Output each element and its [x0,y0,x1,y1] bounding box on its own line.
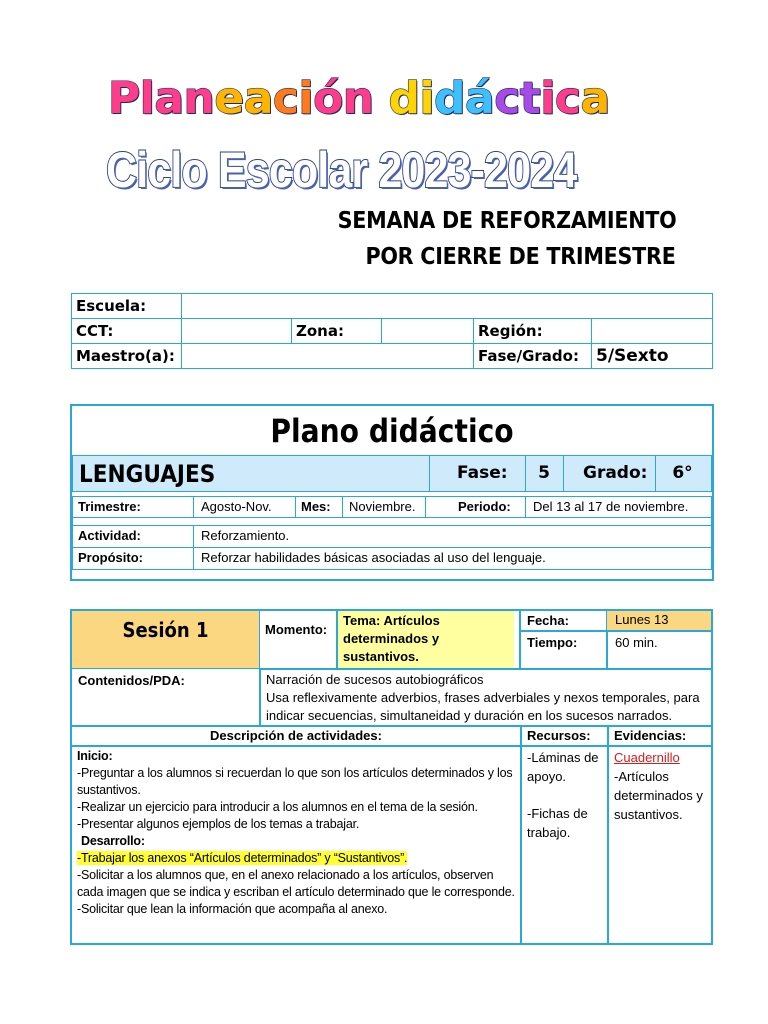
title-letter-group: an [154,73,215,124]
desarrollo-highlight: -Trabajar los anexos “Artículos determinados” y “Sustantivos”. [77,851,408,865]
title-letter-group: a [580,73,610,124]
periodo-label: Periodo: [458,499,511,514]
grado-value: 6° [672,463,693,483]
evidencia-text: -Artículos determinados y sustantivos. [614,769,703,822]
recurso-item: -Láminas de apoyo. [527,750,599,784]
title-letter-group: di [388,73,435,124]
title-letter-group: ea [214,73,273,124]
fecha-label: Fecha: [527,613,569,628]
fase-value: 5 [538,463,550,483]
title-ciclo-escolar: Ciclo Escolar 2023-2024 [106,142,577,198]
title-letter-group: Pl [108,73,155,124]
evidencias-label: Evidencias: [614,728,687,743]
fase-grado-label: Fase/Grado: [474,344,592,369]
trimestre-label: Trimestre: [78,499,141,514]
momento-label: Momento: [265,622,328,637]
title-letter-group: ci [272,73,314,124]
contenidos-line: Usa reflexivamente adverbios, frases adverbiales y nexos temporales, para [266,690,700,705]
proposito-value: Reforzar habilidades básicas asociadas al uso del lenguaje. [201,550,546,565]
plano-title: Plano didáctico [270,412,514,450]
mes-label: Mes: [301,499,331,514]
grado-label: Grado: [583,463,648,483]
fecha-value: Lunes 13 [607,611,711,630]
region-field[interactable] [592,319,713,344]
title-letter-group: ic [540,73,581,124]
escuela-field[interactable] [182,294,713,319]
inicio-item: -Realizar un ejercicio para introducir a los alumnos en el tema de la sesión. [77,800,478,814]
desarrollo-label: Desarrollo: [81,834,145,848]
session-title: Sesión 1 [122,618,209,642]
proposito-label: Propósito: [78,550,143,565]
cuadernillo-link[interactable]: Cuadernillo [614,750,680,765]
actividad-label: Actividad: [78,528,141,543]
trimestre-row [72,496,712,518]
tiempo-value: 60 min. [615,635,658,650]
recurso-item: -Fichas de trabajo. [527,806,588,840]
zona-field[interactable] [382,319,474,344]
desarrollo-item: -Solicitar que lean la información que acompaña al anexo. [77,902,388,916]
recursos-label: Recursos: [527,728,591,743]
tiempo-label: Tiempo: [527,635,578,650]
mes-value: Noviembre. [349,499,416,514]
title-letter-group: dá [434,73,495,124]
inicio-item: -Presentar algunos ejemplos de los temas a trabajar. [77,817,360,831]
desarrollo-item: -Solicitar a los alumnos que, en el anexo relacionado a los artículos, observen cada imagen que se indica y escriban el artículo determinado que le corresponde. [77,868,515,899]
inicio-item: -Preguntar a los alumnos si recuerdan lo que son los artículos determinados y los sustantivos. [77,766,513,797]
periodo-value: Del 13 al 17 de noviembre. [533,499,689,514]
cct-field[interactable] [182,319,292,344]
actividad-row [72,526,712,548]
fase-label: Fase: [457,463,508,483]
maestro-label: Maestro(a): [72,344,182,369]
contenidos-label: Contenidos/PDA: [78,673,185,688]
subject-label: LENGUAJES [79,460,216,488]
escuela-label: Escuela: [72,294,182,319]
title-letter-group: ón [313,73,389,124]
trimestre-value: Agosto-Nov. [201,499,272,514]
evidencias-list [614,748,708,824]
actividades-body [77,748,515,918]
cct-label: CCT: [72,319,182,344]
maestro-field[interactable] [182,344,474,369]
title-letter-group: ct [494,73,541,124]
session-title-cell [72,611,260,669]
tema-cell: Tema: Artículos determinados y sustantivos. [338,611,514,668]
fase-grado-value: 5/Sexto [592,344,713,369]
contenidos-line: indicar secuencias, simultaneidad y duración en los sucesos narrados. [266,708,673,723]
zona-label: Zona: [292,319,382,344]
school-info-table [71,293,713,369]
week-title-line1: SEMANA DE REFORZAMIENTO [337,208,676,234]
descripcion-label: Descripción de actividades: [210,728,382,743]
plano-header-row [72,455,712,492]
week-title-line2: POR CIERRE DE TRIMESTRE [365,244,676,270]
inicio-label: Inicio: [77,749,113,763]
actividad-value: Reforzamiento. [201,528,290,543]
recursos-list [527,748,601,842]
title-planeacion [108,72,610,126]
contenidos-text [266,671,700,725]
proposito-row [72,548,712,570]
contenidos-line: Narración de sucesos autobiográficos [266,672,484,687]
region-label: Región: [474,319,592,344]
